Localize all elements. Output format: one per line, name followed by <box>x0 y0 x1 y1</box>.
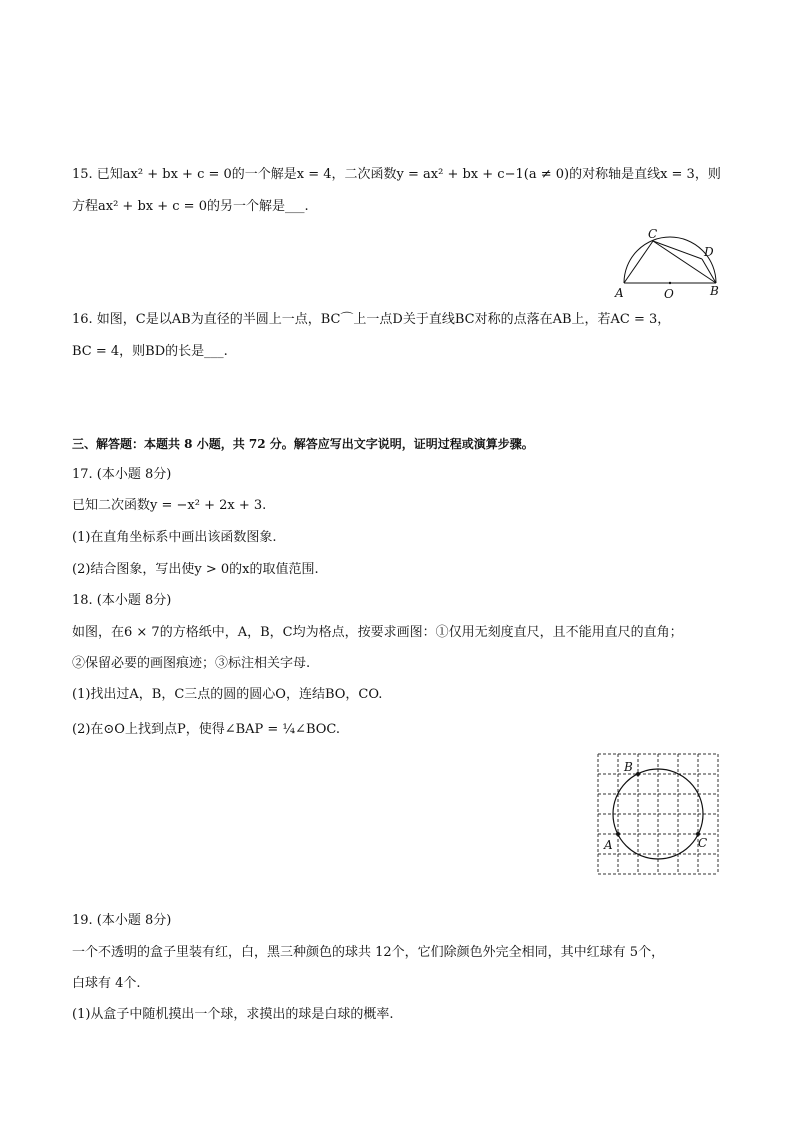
q18-grid-figure <box>592 750 726 880</box>
q16-line-1: 16. 如图，C是以AB为直径的半圆上一点，BC⌒上一点D关于直线BC对称的点落在AB上，若AC = 3， <box>72 312 671 327</box>
label-b: B <box>710 284 719 298</box>
dashed-grid <box>598 754 718 874</box>
q19-stem-2: 白球有 4个. <box>72 976 141 991</box>
q16-line-2: BC = 4，则BD的长是___. <box>72 344 228 359</box>
q17-part-1: (1)在直角坐标系中画出该函数图象. <box>72 530 277 545</box>
label-d: D <box>704 245 714 259</box>
point-a <box>616 832 620 836</box>
q17-header: 17. (本小题 8分) <box>72 467 172 482</box>
label-c: C <box>698 836 708 850</box>
segment-ac <box>624 241 653 283</box>
point-b <box>636 772 640 776</box>
q15-line-1: 15. 已知ax² + bx + c = 0的一个解是x = 4，二次函数y = ax² + bx + c−1(a ≠ 0)的对称轴是直线x = 3，则 <box>72 167 721 182</box>
q16-semicircle-figure <box>610 226 726 302</box>
q18-part-1: (1)找出过A，B，C三点的圆的圆心O，连结BO，CO. <box>72 687 383 702</box>
label-a: A <box>615 286 624 300</box>
q17-part-2: (2)结合图象，写出使y > 0的x的取值范围. <box>72 562 319 577</box>
q18-stem-2: ②保留必要的画图痕迹；③标注相关字母. <box>72 656 311 671</box>
label-c: C <box>648 227 658 241</box>
label-b: B <box>624 760 633 774</box>
q19-part-1: (1)从盒子中随机摸出一个球，求摸出的球是白球的概率. <box>72 1007 394 1022</box>
label-a: A <box>604 838 613 852</box>
q15-line-2: 方程ax² + bx + c = 0的另一个解是___. <box>72 199 309 214</box>
q19-stem-1: 一个不透明的盒子里装有红，白，黑三种颜色的球共 12个，它们除颜色外完全相同，其中红球有 5个， <box>72 945 665 960</box>
center-o-point <box>669 282 671 284</box>
q18-header: 18. (本小题 8分) <box>72 593 172 608</box>
q19-header: 19. (本小题 8分) <box>72 913 172 928</box>
q18-part-2: (2)在⊙O上找到点P，使得∠BAP = ¼∠BOC. <box>72 722 341 737</box>
q18-stem-1: 如图，在6 × 7的方格纸中，A，B，C均为格点，按要求画图：①仅用无刻度直尺，且不能用直尺的直角； <box>72 625 683 640</box>
section-3-heading: 三、解答题：本题共 8 小题，共 72 分。解答应写出文字说明，证明过程或演算步骤。 <box>72 437 534 451</box>
q17-stem: 已知二次函数y = −x² + 2x + 3. <box>72 498 267 513</box>
label-o: O <box>664 287 674 301</box>
segment-db <box>702 259 716 283</box>
